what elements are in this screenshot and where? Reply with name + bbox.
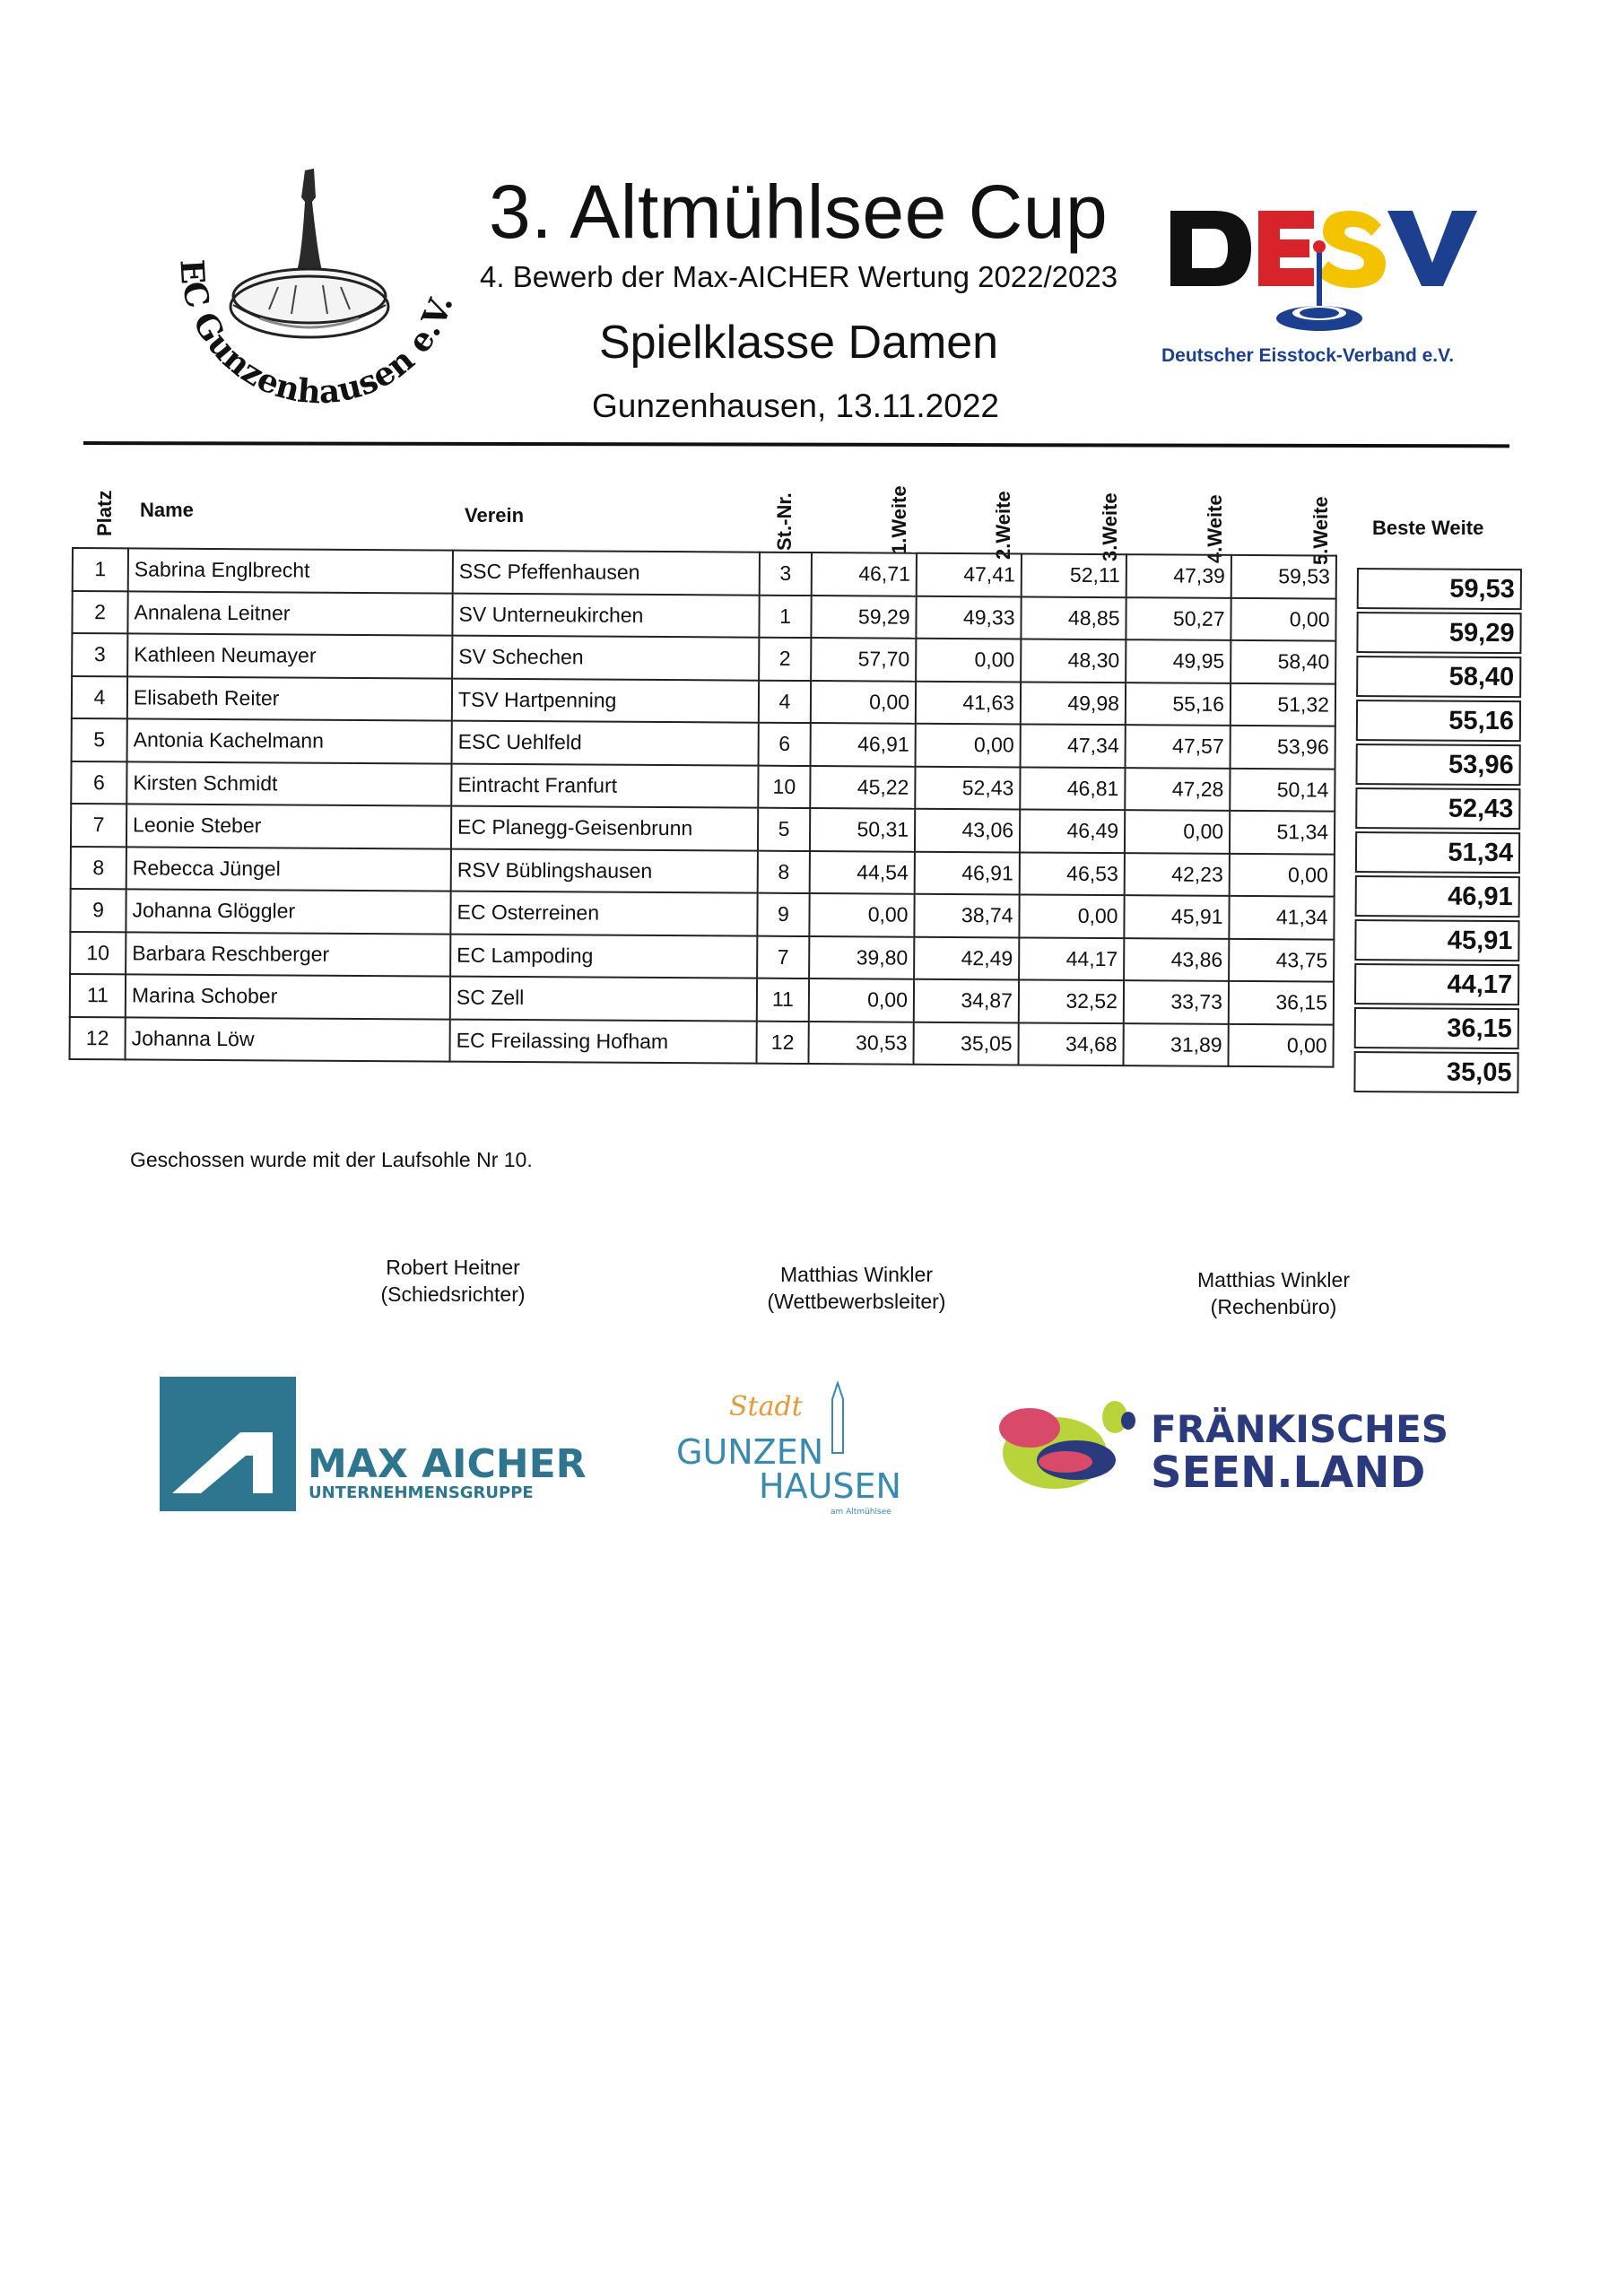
table-row bbox=[70, 931, 1334, 981]
cell-weite-2: 35,05 bbox=[913, 1022, 1018, 1065]
cell-start-number: 9 bbox=[757, 893, 809, 936]
cell-verein: Eintracht Franfurt bbox=[451, 763, 758, 808]
cell-beste-weite: 55,16 bbox=[1356, 700, 1521, 742]
cell-weite-1: 44,54 bbox=[810, 851, 915, 894]
cell-name: Marina Schober bbox=[126, 974, 450, 1019]
best-row bbox=[1355, 787, 1520, 830]
signature-role: (Schiedsrichter) bbox=[380, 1283, 526, 1306]
desv-logo bbox=[1161, 193, 1507, 372]
cell-verein: EC Freilassing Hofham bbox=[450, 1019, 757, 1064]
max-aicher-name: MAX AICHER bbox=[308, 1441, 587, 1487]
cell-weite-1: 30,53 bbox=[808, 1022, 913, 1065]
gunzenhausen-line1: GUNZEN bbox=[676, 1432, 824, 1472]
cell-weite-2: 52,43 bbox=[915, 766, 1020, 809]
cell-weite-4: 45,91 bbox=[1124, 895, 1229, 938]
cell-weite-1: 0,00 bbox=[809, 893, 914, 936]
best-row bbox=[1354, 919, 1519, 961]
table-row bbox=[72, 718, 1335, 769]
results-table bbox=[69, 547, 1337, 1068]
cell-weite-4: 55,16 bbox=[1126, 683, 1231, 726]
cell-platz: 1 bbox=[73, 548, 128, 591]
cell-beste-weite: 51,34 bbox=[1355, 831, 1520, 874]
cell-verein: EC Planegg-Geisenbrunn bbox=[451, 806, 758, 851]
cell-verein: SSC Pfeffenhausen bbox=[453, 551, 760, 596]
best-row bbox=[1356, 700, 1521, 742]
cell-weite-5: 0,00 bbox=[1231, 597, 1335, 640]
cell-platz: 3 bbox=[72, 633, 127, 676]
cell-beste-weite: 59,29 bbox=[1356, 612, 1521, 654]
cell-weite-5: 43,75 bbox=[1229, 938, 1334, 981]
cell-name: Barbara Reschberger bbox=[126, 932, 450, 977]
cell-start-number: 10 bbox=[758, 765, 810, 808]
cell-weite-4: 0,00 bbox=[1125, 810, 1230, 853]
cell-weite-3: 46,53 bbox=[1020, 852, 1125, 895]
cell-beste-weite: 52,43 bbox=[1355, 787, 1520, 830]
header-divider bbox=[83, 441, 1509, 448]
cell-weite-1: 50,31 bbox=[810, 808, 915, 851]
best-row bbox=[1357, 568, 1522, 610]
cell-weite-2: 43,06 bbox=[915, 809, 1020, 852]
cell-weite-5: 59,53 bbox=[1231, 555, 1336, 598]
cell-weite-1: 46,91 bbox=[811, 723, 916, 766]
gunzenhausen-tag: am Altmühlsee bbox=[831, 1508, 891, 1517]
cell-weite-5: 36,15 bbox=[1229, 981, 1334, 1024]
cell-weite-1: 0,00 bbox=[809, 978, 914, 1022]
cell-weite-5: 0,00 bbox=[1228, 1023, 1333, 1066]
cell-name: Kathleen Neumayer bbox=[127, 633, 452, 678]
col-header-w1: 1.Weite bbox=[888, 485, 910, 554]
cell-beste-weite: 53,96 bbox=[1356, 744, 1521, 786]
cell-weite-3: 46,49 bbox=[1020, 809, 1125, 852]
cell-weite-2: 42,49 bbox=[914, 936, 1019, 979]
sponsor-gunzenhausen bbox=[671, 1381, 904, 1520]
cell-weite-2: 0,00 bbox=[916, 639, 1021, 682]
cell-weite-4: 33,73 bbox=[1124, 980, 1229, 1023]
cell-verein: TSV Hartpenning bbox=[452, 678, 759, 723]
cell-name: Elisabeth Reiter bbox=[127, 676, 452, 721]
signature-name: Matthias Winkler bbox=[780, 1263, 933, 1286]
cell-start-number: 7 bbox=[757, 935, 809, 978]
signature-role: (Rechenbüro) bbox=[1210, 1295, 1337, 1318]
max-aicher-tagline: UNTERNEHMENSGRUPPE bbox=[309, 1483, 534, 1502]
col-header-best: Beste Weite bbox=[1372, 517, 1484, 539]
col-header-platz: Platz bbox=[93, 490, 116, 536]
cell-weite-3: 0,00 bbox=[1019, 894, 1124, 937]
cell-name: Kirsten Schmidt bbox=[126, 761, 451, 806]
cell-weite-3: 49,98 bbox=[1021, 682, 1126, 725]
cell-weite-2: 47,41 bbox=[917, 553, 1022, 596]
church-tower-icon bbox=[832, 1383, 843, 1453]
cell-weite-1: 0,00 bbox=[811, 681, 916, 724]
cell-verein: EC Osterreinen bbox=[450, 891, 757, 936]
best-row bbox=[1355, 875, 1520, 918]
cell-start-number: 5 bbox=[758, 808, 810, 851]
cell-weite-2: 34,87 bbox=[914, 979, 1019, 1022]
cell-platz: 12 bbox=[70, 1016, 126, 1059]
best-row bbox=[1356, 656, 1521, 698]
gunzenhausen-script: Stadt bbox=[729, 1391, 803, 1422]
cell-name: Antonia Kachelmann bbox=[127, 718, 452, 763]
best-distance-table bbox=[1353, 565, 1522, 1096]
cell-beste-weite: 45,91 bbox=[1354, 919, 1519, 961]
cell-weite-1: 45,22 bbox=[810, 766, 915, 809]
cell-weite-5: 50,14 bbox=[1230, 768, 1335, 811]
col-header-w4: 4.Weite bbox=[1204, 494, 1226, 563]
cell-start-number: 1 bbox=[759, 595, 811, 638]
cell-verein: RSV Büblingshausen bbox=[451, 848, 758, 893]
best-row bbox=[1353, 1051, 1518, 1093]
cell-weite-4: 43,86 bbox=[1124, 938, 1229, 981]
col-header-w2: 2.Weite bbox=[992, 491, 1014, 560]
best-row bbox=[1354, 963, 1519, 1005]
best-row bbox=[1354, 1007, 1519, 1049]
cell-platz: 8 bbox=[71, 846, 126, 889]
club-logo-text: EC Gunzenhausen e.V. bbox=[172, 258, 461, 412]
cell-platz: 10 bbox=[70, 931, 126, 974]
cell-start-number: 12 bbox=[756, 1021, 808, 1064]
cell-platz: 7 bbox=[71, 804, 126, 847]
best-row bbox=[1356, 612, 1521, 654]
best-row bbox=[1355, 831, 1520, 874]
table-row bbox=[71, 846, 1335, 896]
cell-weite-3: 32,52 bbox=[1019, 979, 1124, 1022]
cell-weite-4: 31,89 bbox=[1123, 1023, 1228, 1066]
place-date: Gunzenhausen, 13.11.2022 bbox=[592, 387, 999, 424]
cell-start-number: 8 bbox=[758, 850, 810, 893]
cell-beste-weite: 58,40 bbox=[1356, 656, 1521, 698]
table-row bbox=[70, 889, 1334, 939]
cell-weite-2: 41,63 bbox=[916, 681, 1021, 724]
col-header-verein: Verein bbox=[465, 504, 525, 526]
cell-weite-3: 44,17 bbox=[1019, 937, 1124, 980]
table-row bbox=[72, 676, 1335, 726]
cell-weite-3: 34,68 bbox=[1018, 1022, 1123, 1065]
page-title: 3. Altmühlsee Cup bbox=[489, 170, 1109, 254]
cell-verein: ESC Uehlfeld bbox=[452, 721, 759, 766]
page-subtitle: 4. Bewerb der Max-AICHER Wertung 2022/2023 bbox=[480, 260, 1118, 293]
cell-weite-4: 50,27 bbox=[1126, 597, 1231, 640]
table-row bbox=[71, 804, 1335, 854]
cell-beste-weite: 35,05 bbox=[1353, 1051, 1518, 1093]
cell-weite-2: 49,33 bbox=[916, 596, 1021, 639]
signature-name: Robert Heitner bbox=[386, 1256, 520, 1279]
best-body bbox=[1353, 568, 1522, 1093]
cell-weite-5: 0,00 bbox=[1230, 853, 1335, 896]
cell-name: Sabrina Englbrecht bbox=[128, 548, 453, 593]
club-logo bbox=[170, 161, 466, 422]
table-row bbox=[71, 761, 1335, 812]
cell-name: Annalena Leitner bbox=[127, 591, 452, 636]
cell-start-number: 6 bbox=[759, 723, 811, 766]
cell-verein: SV Unterneukirchen bbox=[452, 593, 759, 638]
cell-weite-5: 51,34 bbox=[1230, 811, 1335, 854]
cell-weite-3: 47,34 bbox=[1021, 724, 1126, 767]
cell-platz: 9 bbox=[70, 889, 126, 932]
cell-weite-4: 42,23 bbox=[1125, 853, 1230, 896]
cell-weite-3: 48,30 bbox=[1021, 639, 1126, 682]
cell-weite-2: 0,00 bbox=[916, 724, 1021, 767]
cell-start-number: 4 bbox=[759, 680, 811, 723]
sponsor-seenland bbox=[994, 1390, 1460, 1507]
cell-weite-4: 47,39 bbox=[1126, 554, 1231, 597]
col-header-name: Name bbox=[140, 499, 194, 521]
cell-weite-5: 53,96 bbox=[1231, 726, 1335, 769]
col-header-stnr: St.-Nr. bbox=[773, 492, 796, 551]
cell-weite-1: 39,80 bbox=[809, 936, 914, 979]
footnote: Geschossen wurde mit der Laufsohle Nr 10. bbox=[130, 1148, 533, 1171]
cell-weite-4: 47,57 bbox=[1126, 725, 1231, 768]
cell-beste-weite: 44,17 bbox=[1354, 963, 1519, 1005]
desv-name: Deutscher Eisstock-Verband e.V. bbox=[1161, 345, 1455, 366]
signature-competition-leader bbox=[758, 1261, 955, 1315]
cell-platz: 6 bbox=[71, 761, 126, 804]
cell-weite-1: 57,70 bbox=[811, 638, 916, 681]
seenland-line2: SEEN.LAND bbox=[1151, 1448, 1426, 1498]
results-body bbox=[70, 548, 1336, 1067]
cell-name: Leonie Steber bbox=[126, 804, 451, 848]
cell-platz: 5 bbox=[72, 718, 127, 761]
sponsor-max-aicher bbox=[160, 1377, 608, 1516]
col-header-w3: 3.Weite bbox=[1099, 492, 1121, 561]
cell-weite-5: 41,34 bbox=[1229, 896, 1334, 939]
cell-weite-4: 47,28 bbox=[1125, 768, 1230, 811]
cell-beste-weite: 59,53 bbox=[1357, 568, 1522, 610]
cell-verein: SC Zell bbox=[450, 977, 757, 1022]
cell-weite-3: 52,11 bbox=[1022, 553, 1126, 596]
cell-name: Johanna Glöggler bbox=[126, 889, 450, 934]
cell-start-number: 2 bbox=[759, 638, 811, 681]
cell-start-number: 11 bbox=[757, 978, 809, 1022]
cell-weite-2: 46,91 bbox=[915, 851, 1020, 894]
cell-name: Johanna Löw bbox=[126, 1017, 450, 1062]
table-row bbox=[73, 548, 1336, 598]
signature-role: (Wettbewerbsleiter) bbox=[767, 1290, 946, 1313]
cell-weite-1: 59,29 bbox=[811, 596, 916, 639]
seenland-blob-icon bbox=[999, 1401, 1135, 1489]
cell-weite-3: 48,85 bbox=[1021, 596, 1126, 639]
best-row bbox=[1356, 744, 1521, 786]
cell-weite-5: 51,32 bbox=[1231, 683, 1335, 726]
seenland-line1: FRÄNKISCHES bbox=[1151, 1407, 1449, 1451]
signature-name: Matthias Winkler bbox=[1197, 1268, 1350, 1292]
cell-weite-2: 38,74 bbox=[914, 894, 1019, 937]
cell-platz: 11 bbox=[70, 974, 126, 1017]
cell-weite-1: 46,71 bbox=[812, 552, 917, 596]
cell-start-number: 3 bbox=[760, 552, 812, 596]
cell-verein: EC Lampoding bbox=[450, 934, 757, 978]
table-row bbox=[72, 591, 1335, 641]
cell-platz: 2 bbox=[72, 591, 127, 634]
table-row bbox=[70, 974, 1334, 1024]
cell-weite-3: 46,81 bbox=[1020, 767, 1125, 810]
cell-weite-5: 58,40 bbox=[1231, 640, 1335, 683]
col-header-w5: 5.Weite bbox=[1309, 496, 1332, 565]
cell-name: Rebecca Jüngel bbox=[126, 847, 451, 891]
cell-platz: 4 bbox=[72, 676, 127, 719]
signature-referee bbox=[363, 1254, 543, 1308]
cell-beste-weite: 36,15 bbox=[1354, 1007, 1519, 1049]
cell-beste-weite: 46,91 bbox=[1355, 875, 1520, 918]
gunzenhausen-line2: HAUSEN bbox=[759, 1466, 901, 1506]
cell-weite-4: 49,95 bbox=[1126, 639, 1231, 683]
table-row bbox=[72, 633, 1335, 683]
table-row bbox=[70, 1016, 1334, 1066]
signature-computing-office bbox=[1184, 1266, 1363, 1320]
competition-class: Spielklasse Damen bbox=[599, 317, 999, 369]
cell-verein: SV Schechen bbox=[452, 636, 759, 681]
